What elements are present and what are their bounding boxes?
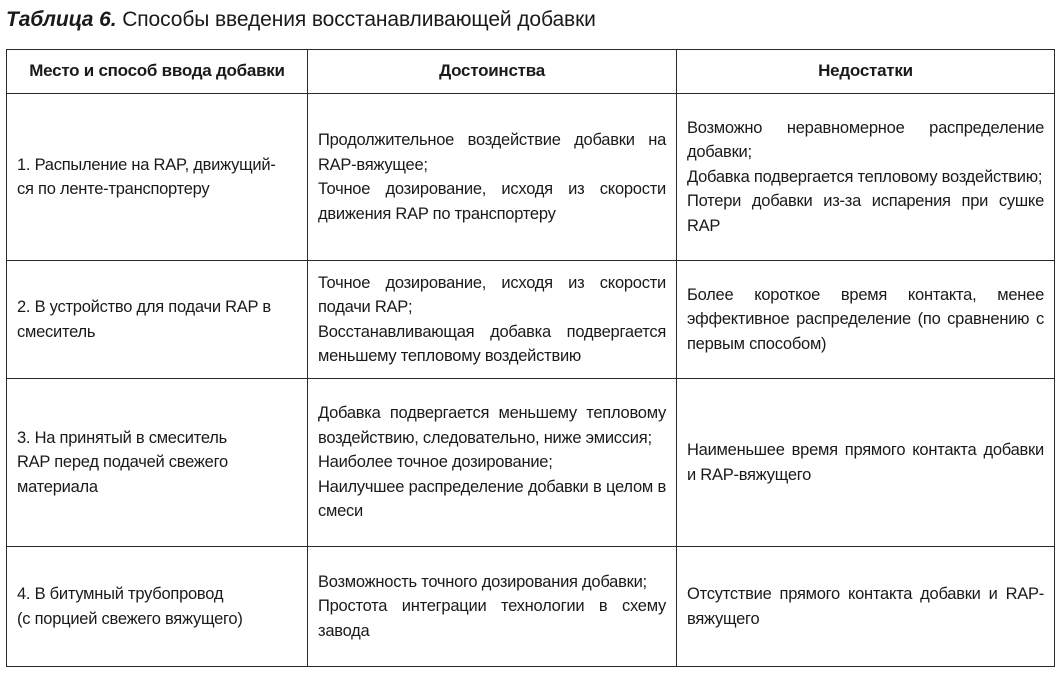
cell-disadvantages bbox=[677, 94, 1055, 261]
cell-method bbox=[7, 94, 308, 261]
cell-advantages bbox=[308, 94, 677, 261]
cell-method bbox=[7, 547, 308, 667]
cell-advantages bbox=[308, 547, 677, 667]
cell-line: 2. В устройство для подачи RAP в bbox=[17, 298, 271, 316]
cell-line: Продолжительное воздействие добавки на RAP-вяжущее; bbox=[318, 131, 666, 174]
cell-method bbox=[7, 379, 308, 547]
header-advantages: Достоинства bbox=[308, 50, 677, 94]
caption-title: Способы введения восстанавливающей добавки bbox=[116, 8, 596, 31]
cell-line: Наименьшее время прямого контакта добавки и RAP-вяжущего bbox=[687, 441, 1044, 484]
cell-line: Восстанавливающая добавка подвергается меньшему тепловому воздействию bbox=[318, 322, 666, 365]
cell-line: Добавка подвергается меньшему тепловому воздействию, следовательно, ниже эмиссия; bbox=[318, 404, 666, 447]
table-header-row bbox=[7, 50, 1055, 94]
header-method: Место и способ ввода добавки bbox=[7, 50, 308, 94]
cell-line: RAP перед подачей свежего bbox=[17, 453, 228, 472]
table-row bbox=[7, 94, 1055, 261]
cell-line: Отсутствие прямого контакта добавки и RAP-вяжущего bbox=[687, 585, 1044, 628]
cell-line: 3. На принятый в смеситель bbox=[17, 428, 227, 447]
cell-disadvantages bbox=[677, 547, 1055, 667]
cell-line: смеситель bbox=[17, 322, 96, 341]
cell-line: 1. Распыление на RAP, движущий- bbox=[17, 155, 276, 174]
cell-method bbox=[7, 261, 308, 379]
cell-disadvantages bbox=[677, 379, 1055, 547]
cell-advantages bbox=[308, 261, 677, 379]
table-row bbox=[7, 547, 1055, 667]
cell-line: Простота интеграции технологии в схему завода bbox=[318, 597, 666, 640]
cell-line: Добавка подвергается тепловому воздействию; bbox=[687, 167, 1043, 186]
cell-advantages bbox=[308, 379, 677, 547]
table-row bbox=[7, 379, 1055, 547]
methods-table bbox=[6, 49, 1055, 667]
cell-line: Наилучшее распределение добавки в целом в смеси bbox=[318, 477, 666, 521]
cell-line: ся по ленте-транспортеру bbox=[17, 180, 210, 198]
table-caption bbox=[6, 6, 596, 36]
cell-line: Точное дозирование, исходя из скорости движения RAP по транспортеру bbox=[318, 180, 666, 223]
cell-disadvantages bbox=[677, 261, 1055, 379]
cell-line: 4. В битумный трубопровод bbox=[17, 585, 224, 603]
header-disadvantages: Недостатки bbox=[677, 50, 1055, 94]
cell-line: Потери добавки из-за испарения при сушке RAP bbox=[687, 192, 1044, 235]
cell-line: Наиболее точное дозирование; bbox=[318, 453, 553, 472]
cell-line: Возможность точного дозирования добавки; bbox=[318, 572, 647, 591]
cell-line: Точное дозирование, исходя из скорости подачи RAP; bbox=[318, 273, 666, 316]
caption-label: Таблица 6. bbox=[6, 8, 117, 31]
cell-line: (с порцией свежего вяжущего) bbox=[17, 609, 243, 628]
cell-line: Возможно неравномерное распределение добавки; bbox=[687, 118, 1044, 162]
cell-line: материала bbox=[17, 477, 98, 496]
cell-line: Более короткое время контакта, менее эффективное распределение (по сравнению с первым способом) bbox=[687, 285, 1044, 353]
table-row bbox=[7, 261, 1055, 379]
